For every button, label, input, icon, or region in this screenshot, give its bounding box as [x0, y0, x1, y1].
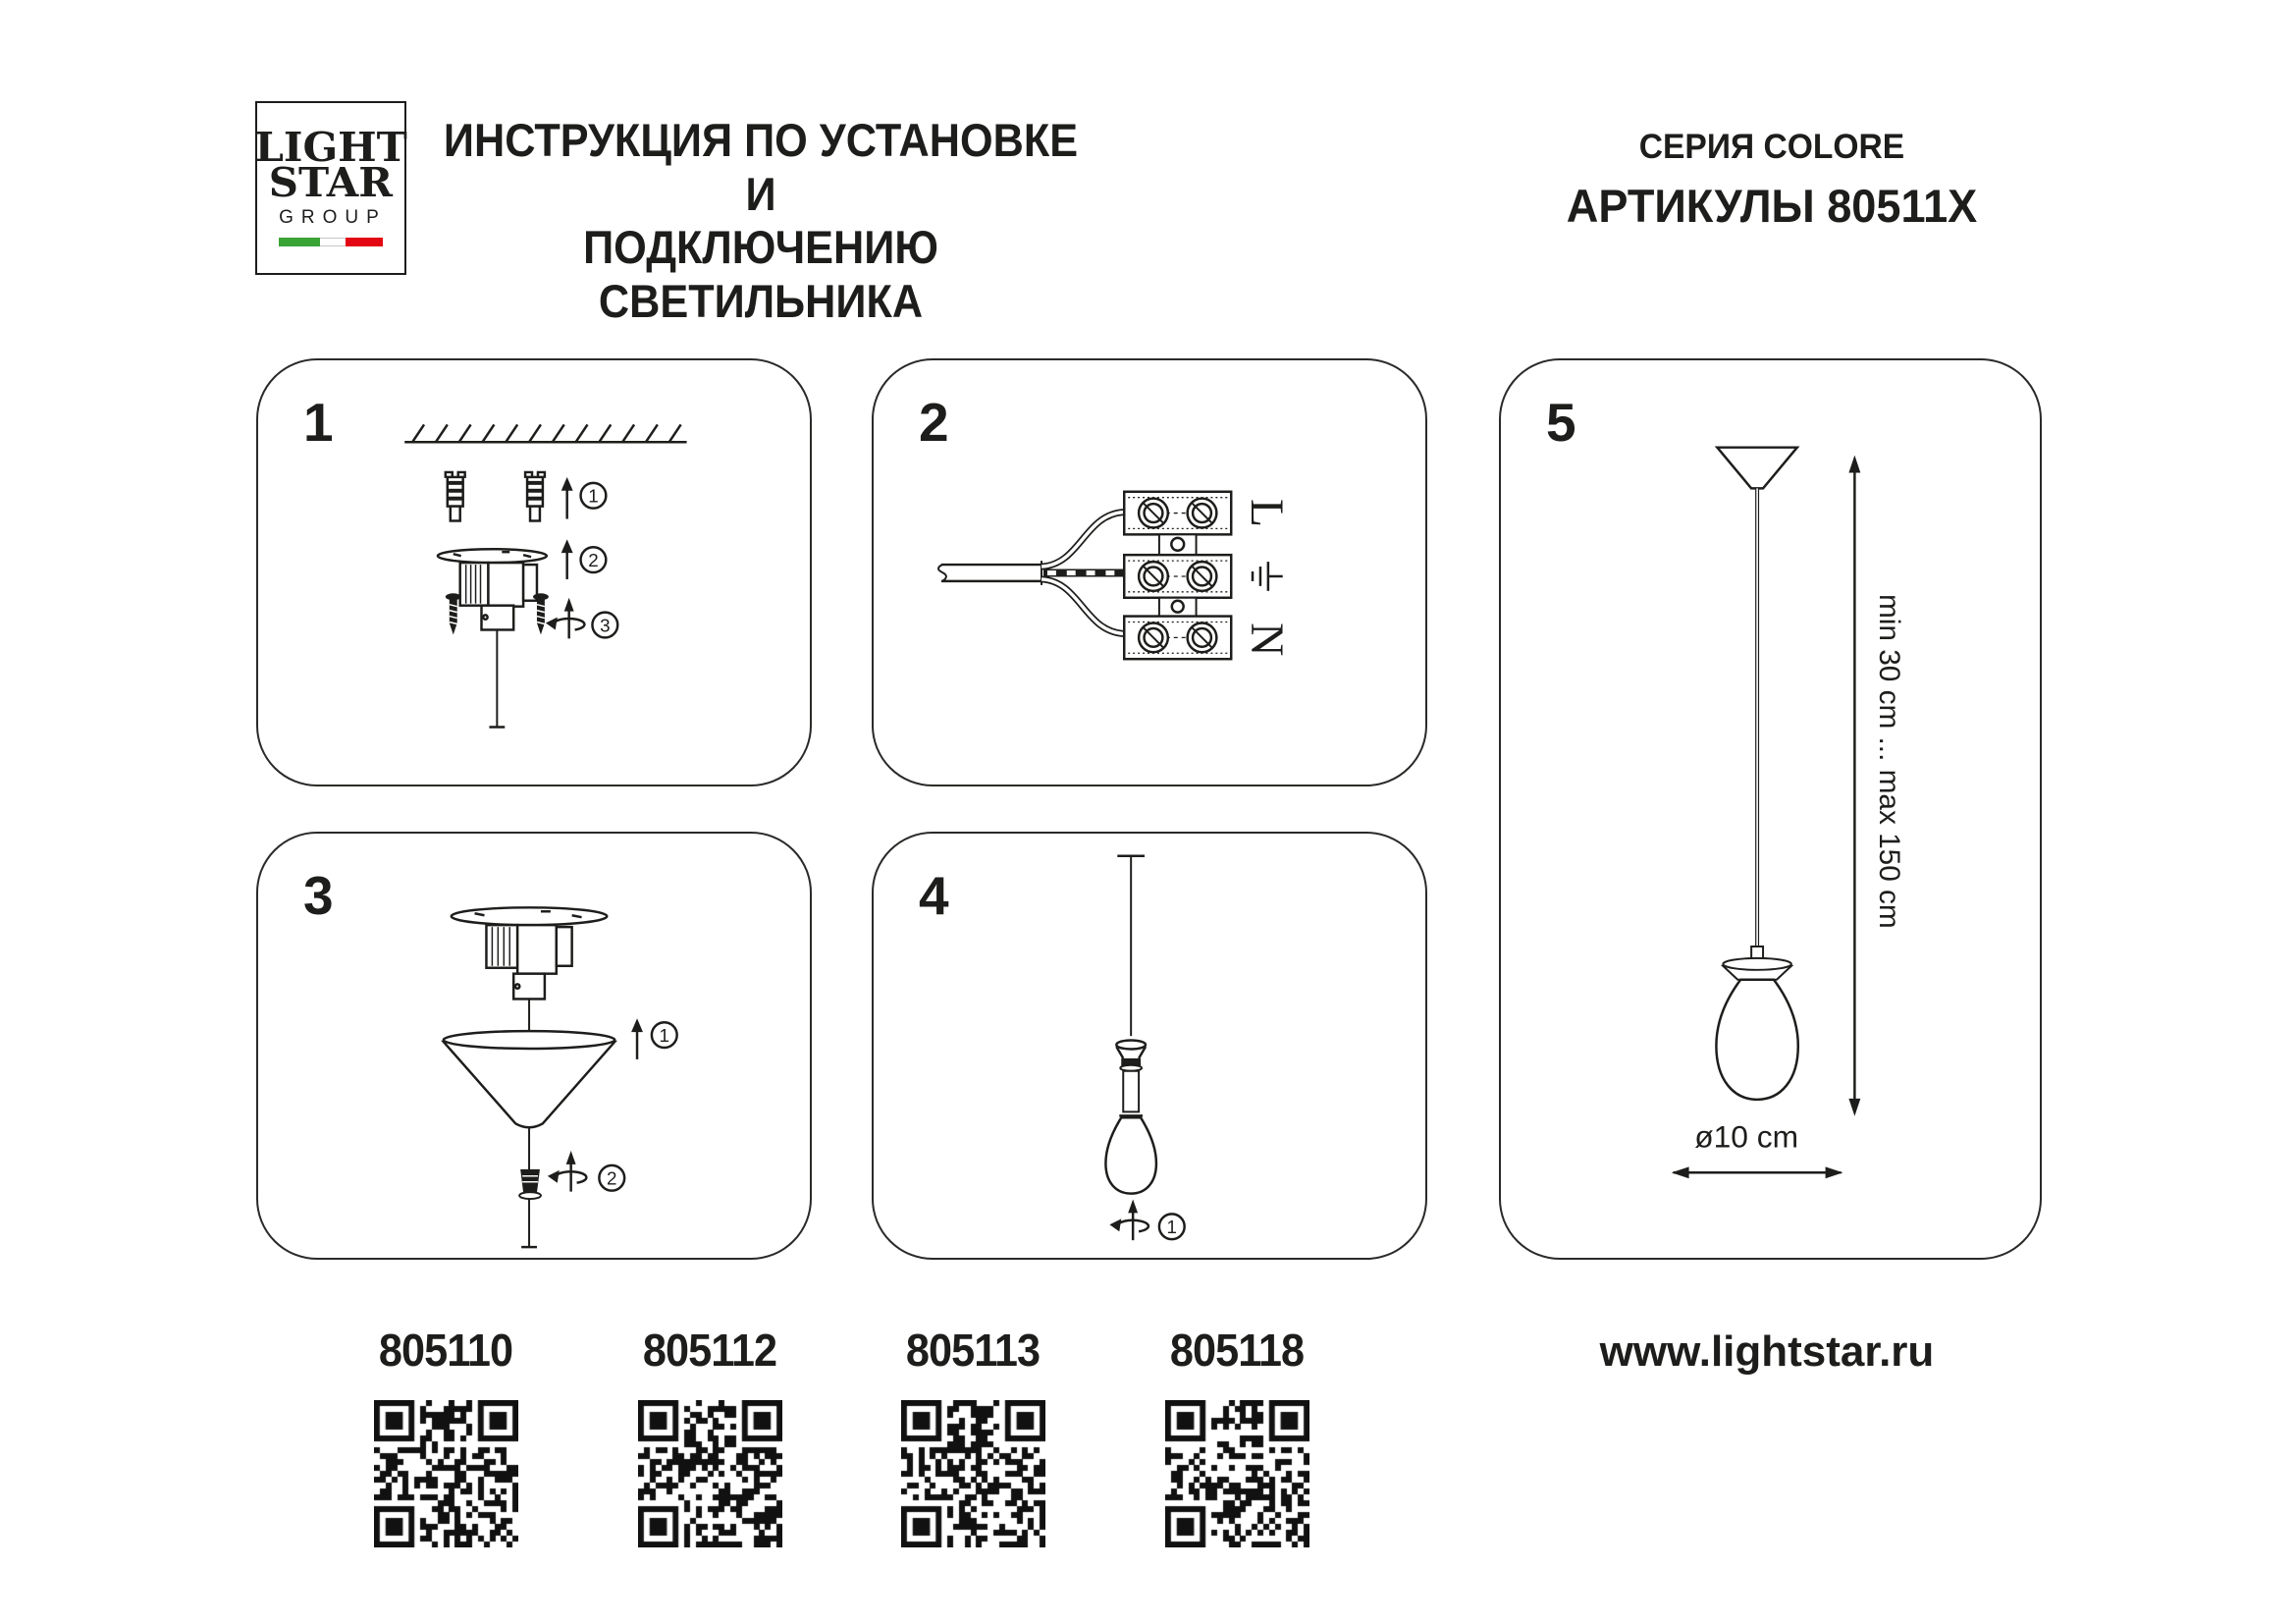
teardrop-shade-icon [1105, 1115, 1156, 1193]
product-805110 [347, 1324, 544, 1547]
panel-number: 1 [303, 392, 334, 453]
panel-number: 4 [919, 865, 949, 926]
product-code: 805110 [378, 1325, 513, 1376]
wall-anchor-icon [525, 472, 545, 521]
wall-anchor-icon [446, 472, 465, 521]
step-marker-1: 1 [1166, 1217, 1178, 1238]
italian-flag-icon [279, 238, 383, 246]
step-panel-4 [872, 832, 1427, 1260]
logo-word-light: LIGHT [254, 123, 407, 171]
qr-code [1165, 1400, 1309, 1547]
diameter-dimension-label: ø10 cm [1694, 1118, 1799, 1155]
step-marker-3: 3 [600, 615, 611, 636]
panel-number: 5 [1546, 392, 1576, 453]
product-code: 805113 [905, 1325, 1041, 1376]
mounting-diagram [258, 360, 810, 785]
flag-white-segment [320, 238, 345, 246]
rotate-arrow-icon [548, 1151, 587, 1192]
step-marker-2: 2 [607, 1167, 617, 1189]
suspension-cord-icon [1117, 856, 1145, 1036]
earth-ground-icon [1253, 562, 1283, 591]
ceiling-canopy-icon [438, 549, 547, 727]
cord-fitting-icon [1116, 1041, 1146, 1112]
series-name: СЕРИЯ COLORE [1638, 128, 1905, 166]
flag-red-segment [346, 238, 383, 246]
rotate-arrow-icon [1109, 1200, 1148, 1241]
step-panel-1 [256, 358, 812, 786]
product-805112 [612, 1324, 808, 1547]
series-info [1536, 128, 2007, 233]
step-marker-2: 2 [588, 550, 599, 571]
product-805113 [875, 1324, 1071, 1547]
shade-assembly-diagram [258, 834, 810, 1258]
rotate-arrow-icon [546, 598, 585, 639]
live-wire-label: L [1241, 499, 1293, 528]
product-code: 805118 [1169, 1325, 1305, 1376]
qr-code [374, 1400, 518, 1547]
dimensions-diagram [1501, 360, 2040, 1258]
panel-number: 3 [303, 865, 334, 926]
wiring-diagram [874, 360, 1425, 785]
flag-green-segment [279, 238, 320, 246]
website-url: www.lightstar.ru [1599, 1327, 1935, 1376]
step-marker-1: 1 [659, 1025, 670, 1047]
product-805118 [1139, 1324, 1335, 1547]
cone-shade-icon [444, 1031, 614, 1127]
product-code: 805112 [642, 1325, 777, 1376]
cord-grommet-icon [519, 1128, 541, 1247]
step-panel-2 [872, 358, 1427, 786]
terminal-block-icon [1124, 492, 1231, 659]
articles-code: АРТИКУЛЫ 80511X [1566, 180, 1978, 232]
page-title-line1: ИНСТРУКЦИЯ ПО УСТАНОВКЕ И [443, 114, 1079, 220]
screw-icon [446, 593, 461, 634]
up-arrow-icon [631, 1018, 643, 1059]
qr-code [901, 1400, 1045, 1547]
up-arrow-icon [561, 477, 573, 519]
supply-cable-icon [938, 513, 1124, 634]
height-dimension-arrow-icon [1848, 456, 1860, 1116]
pendant-assembly-diagram [874, 834, 1425, 1258]
qr-code [638, 1400, 782, 1547]
logo-word-star: STAR [268, 159, 394, 206]
page-title-line2: ПОДКЛЮЧЕНИЮ СВЕТИЛЬНИКА [583, 221, 938, 327]
logo-word-group: GROUP [279, 207, 387, 229]
step-panel-3 [256, 832, 812, 1260]
page-title [440, 114, 1081, 328]
diameter-dimension-arrow-icon [1672, 1166, 1843, 1178]
dimensions-panel [1499, 358, 2042, 1260]
ceiling-hatch-icon [404, 424, 686, 442]
panel-number: 2 [919, 392, 949, 453]
height-dimension-label: min 30 cm ... max 150 cm [1873, 593, 1906, 929]
up-arrow-icon [561, 539, 573, 579]
lightstar-logo [255, 101, 406, 275]
ceiling-canopy-icon [452, 907, 608, 1033]
pendant-lamp-icon [1716, 448, 1797, 1100]
step-marker-1: 1 [588, 485, 599, 507]
neutral-wire-label: N [1241, 623, 1293, 657]
